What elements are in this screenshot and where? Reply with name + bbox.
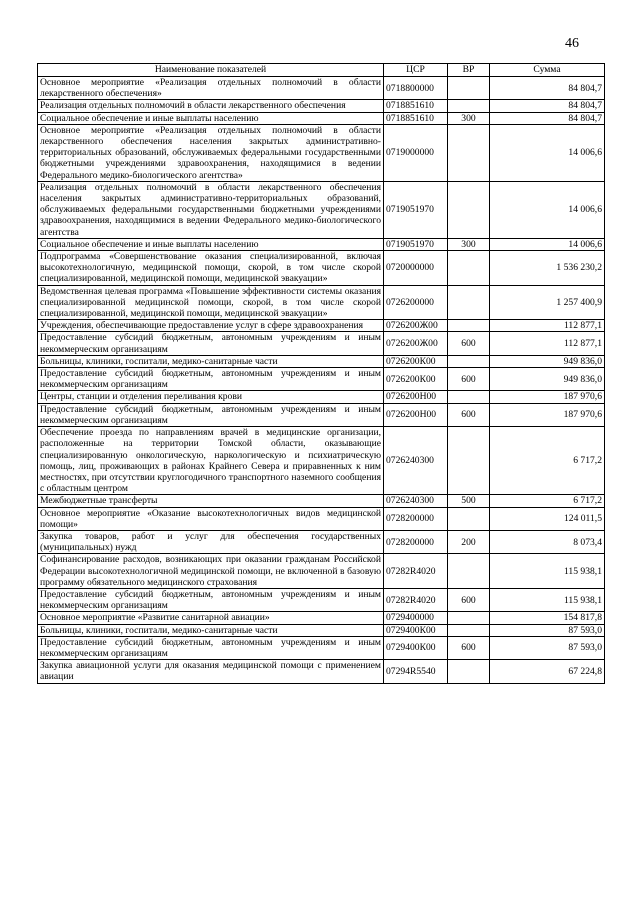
row-vr-cell: 200 xyxy=(448,530,490,553)
row-vr-cell xyxy=(448,124,490,181)
row-vr-cell xyxy=(448,660,490,683)
row-vr-cell: 600 xyxy=(448,403,490,426)
row-csr-cell: 0719000000 xyxy=(384,124,448,181)
table-row xyxy=(38,660,605,683)
table-row xyxy=(38,368,605,391)
row-vr-cell xyxy=(448,391,490,403)
table-row xyxy=(38,530,605,553)
table-row xyxy=(38,77,605,100)
row-vr-cell: 300 xyxy=(448,112,490,124)
row-csr-cell: 0726240300 xyxy=(384,427,448,495)
row-csr-cell: 0729400К00 xyxy=(384,636,448,659)
row-sum-cell: 1 536 230,2 xyxy=(490,251,605,286)
row-vr-cell xyxy=(448,320,490,332)
row-name-cell: Подпрограмма «Совершенствование оказания специализированной, включая высокотехнологичную, медицинской помощи, скорой, в том числе скорой специализированной, медицинской помощи, медицинской эвакуации» xyxy=(38,251,384,286)
row-sum-cell: 949 836,0 xyxy=(490,355,605,367)
row-vr-cell xyxy=(448,507,490,530)
row-sum-cell: 14 006,6 xyxy=(490,124,605,181)
row-csr-cell: 0726200К00 xyxy=(384,355,448,367)
table-row xyxy=(38,355,605,367)
row-name-cell: Основное мероприятие «Оказание высокотехнологичных видов медицинской помощи» xyxy=(38,507,384,530)
row-vr-cell: 600 xyxy=(448,588,490,611)
table-body xyxy=(38,77,605,684)
table-row xyxy=(38,588,605,611)
row-vr-cell: 600 xyxy=(448,368,490,391)
row-name-cell: Больницы, клиники, госпитали, медико-санитарные части xyxy=(38,624,384,636)
row-name-cell: Основное мероприятие «Реализация отдельных полномочий в области лекарственного обеспечения» xyxy=(38,77,384,100)
row-csr-cell: 0729400000 xyxy=(384,612,448,624)
row-name-cell: Ведомственная целевая программа «Повышение эффективности системы оказания специализированной медицинской помощи, скорой, в том числе скорой специализированной, медицинской помощи, медицинской эвакуации» xyxy=(38,285,384,320)
row-csr-cell: 0726200000 xyxy=(384,285,448,320)
row-name-cell: Центры, станции и отделения переливания крови xyxy=(38,391,384,403)
row-sum-cell: 84 804,7 xyxy=(490,100,605,112)
table-row xyxy=(38,251,605,286)
row-csr-cell: 0720000000 xyxy=(384,251,448,286)
row-sum-cell: 14 006,6 xyxy=(490,181,605,238)
row-name-cell: Предоставление субсидий бюджетным, автономным учреждениям и иным некоммерческим организациям xyxy=(38,403,384,426)
row-vr-cell xyxy=(448,77,490,100)
table-row xyxy=(38,391,605,403)
row-name-cell: Предоставление субсидий бюджетным, автономным учреждениям и иным некоммерческим организациям xyxy=(38,332,384,355)
row-name-cell: Социальное обеспечение и иные выплаты населению xyxy=(38,238,384,250)
row-vr-cell xyxy=(448,100,490,112)
row-vr-cell xyxy=(448,554,490,589)
row-sum-cell: 112 877,1 xyxy=(490,332,605,355)
row-vr-cell: 500 xyxy=(448,495,490,507)
row-csr-cell: 0718851610 xyxy=(384,100,448,112)
row-csr-cell: 0718800000 xyxy=(384,77,448,100)
table-header-row xyxy=(38,64,605,77)
row-sum-cell: 154 817,8 xyxy=(490,612,605,624)
row-sum-cell: 6 717,2 xyxy=(490,427,605,495)
row-vr-cell xyxy=(448,624,490,636)
table-row xyxy=(38,612,605,624)
row-csr-cell: 0726200Н00 xyxy=(384,403,448,426)
row-name-cell: Предоставление субсидий бюджетным, автономным учреждениям и иным некоммерческим организациям xyxy=(38,368,384,391)
row-name-cell: Основное мероприятие «Реализация отдельных полномочий в области лекарственного обеспечения населения закрытых административно-территориальных образований, обслуживаемых федеральными государственными бюджетными учреждениями здравоохранения, находящимися в ведении Федерального медико-биологического агентства» xyxy=(38,124,384,181)
header-vr: ВР xyxy=(448,64,490,77)
row-sum-cell: 187 970,6 xyxy=(490,391,605,403)
row-name-cell: Обеспечение проезда по направлениям врачей в медицинские организации, расположенные на территории Томской области, оказывающие специализированную онкологическую, наркологическую и психиатрическую помощь, лиц, проживающих в районах Крайнего Севера и приравненных к ним местностях, при отсутствии круглогодичного транспортного наземного сообщения с областным центром xyxy=(38,427,384,495)
table-row xyxy=(38,124,605,181)
row-csr-cell: 0726200К00 xyxy=(384,368,448,391)
row-csr-cell: 0726200Ж00 xyxy=(384,332,448,355)
row-sum-cell: 115 938,1 xyxy=(490,554,605,589)
row-csr-cell: 07294R5540 xyxy=(384,660,448,683)
table-row xyxy=(38,112,605,124)
row-name-cell: Реализация отдельных полномочий в области лекарственного обеспечения населения закрытых административно-территориальных образований, обслуживаемых федеральными государственными бюджетными учреждениями здравоохранения, находящимися в ведении Федерального медико-биологического агентства xyxy=(38,181,384,238)
row-vr-cell xyxy=(448,427,490,495)
row-sum-cell: 84 804,7 xyxy=(490,77,605,100)
row-csr-cell: 0728200000 xyxy=(384,507,448,530)
row-sum-cell: 112 877,1 xyxy=(490,320,605,332)
row-csr-cell: 0719051970 xyxy=(384,238,448,250)
table-row xyxy=(38,624,605,636)
row-sum-cell: 8 073,4 xyxy=(490,530,605,553)
page-number: 46 xyxy=(565,36,579,51)
row-name-cell: Социальное обеспечение и иные выплаты населению xyxy=(38,112,384,124)
row-csr-cell: 07282R4020 xyxy=(384,588,448,611)
row-vr-cell xyxy=(448,181,490,238)
row-csr-cell: 0729400К00 xyxy=(384,624,448,636)
row-csr-cell: 0718851610 xyxy=(384,112,448,124)
row-vr-cell xyxy=(448,612,490,624)
header-sum: Сумма xyxy=(490,64,605,77)
row-csr-cell: 0726200Н00 xyxy=(384,391,448,403)
row-name-cell: Учреждения, обеспечивающие предоставление услуг в сфере здравоохранения xyxy=(38,320,384,332)
table-row xyxy=(38,495,605,507)
row-sum-cell: 14 006,6 xyxy=(490,238,605,250)
row-vr-cell xyxy=(448,285,490,320)
table-row xyxy=(38,403,605,426)
table-row xyxy=(38,320,605,332)
row-sum-cell: 87 593,0 xyxy=(490,636,605,659)
row-vr-cell: 300 xyxy=(448,238,490,250)
table-row xyxy=(38,285,605,320)
row-sum-cell: 187 970,6 xyxy=(490,403,605,426)
row-vr-cell: 600 xyxy=(448,636,490,659)
row-name-cell: Реализация отдельных полномочий в области лекарственного обеспечения xyxy=(38,100,384,112)
row-sum-cell: 949 836,0 xyxy=(490,368,605,391)
row-sum-cell: 124 011,5 xyxy=(490,507,605,530)
table-row xyxy=(38,181,605,238)
row-name-cell: Закупка товаров, работ и услуг для обеспечения государственных (муниципальных) нужд xyxy=(38,530,384,553)
row-name-cell: Закупка авиационной услуги для оказания медицинской помощи с применением авиации xyxy=(38,660,384,683)
row-sum-cell: 87 593,0 xyxy=(490,624,605,636)
row-vr-cell: 600 xyxy=(448,332,490,355)
table-row xyxy=(38,238,605,250)
row-name-cell: Предоставление субсидий бюджетным, автономным учреждениям и иным некоммерческим организациям xyxy=(38,588,384,611)
budget-table xyxy=(37,63,605,684)
table-row xyxy=(38,427,605,495)
row-csr-cell: 07282R4020 xyxy=(384,554,448,589)
row-csr-cell: 0719051970 xyxy=(384,181,448,238)
row-name-cell: Предоставление субсидий бюджетным, автономным учреждениям и иным некоммерческим организациям xyxy=(38,636,384,659)
row-vr-cell xyxy=(448,251,490,286)
table-row xyxy=(38,100,605,112)
row-csr-cell: 0726200Ж00 xyxy=(384,320,448,332)
row-csr-cell: 0728200000 xyxy=(384,530,448,553)
row-csr-cell: 0726240300 xyxy=(384,495,448,507)
row-sum-cell: 1 257 400,9 xyxy=(490,285,605,320)
row-sum-cell: 84 804,7 xyxy=(490,112,605,124)
row-name-cell: Основное мероприятие «Развитие санитарной авиации» xyxy=(38,612,384,624)
row-vr-cell xyxy=(448,355,490,367)
table-row xyxy=(38,507,605,530)
table-row xyxy=(38,554,605,589)
table-row xyxy=(38,332,605,355)
table-row xyxy=(38,636,605,659)
row-name-cell: Больницы, клиники, госпитали, медико-санитарные части xyxy=(38,355,384,367)
row-sum-cell: 115 938,1 xyxy=(490,588,605,611)
row-sum-cell: 6 717,2 xyxy=(490,495,605,507)
row-name-cell: Софинансирование расходов, возникающих при оказании гражданам Российской Федерации высокотехнологичной медицинской помощи, не включенной в базовую программу обязательного медицинского страхования xyxy=(38,554,384,589)
header-name: Наименование показателей xyxy=(38,64,384,77)
row-name-cell: Межбюджетные трансферты xyxy=(38,495,384,507)
header-csr: ЦСР xyxy=(384,64,448,77)
row-sum-cell: 67 224,8 xyxy=(490,660,605,683)
